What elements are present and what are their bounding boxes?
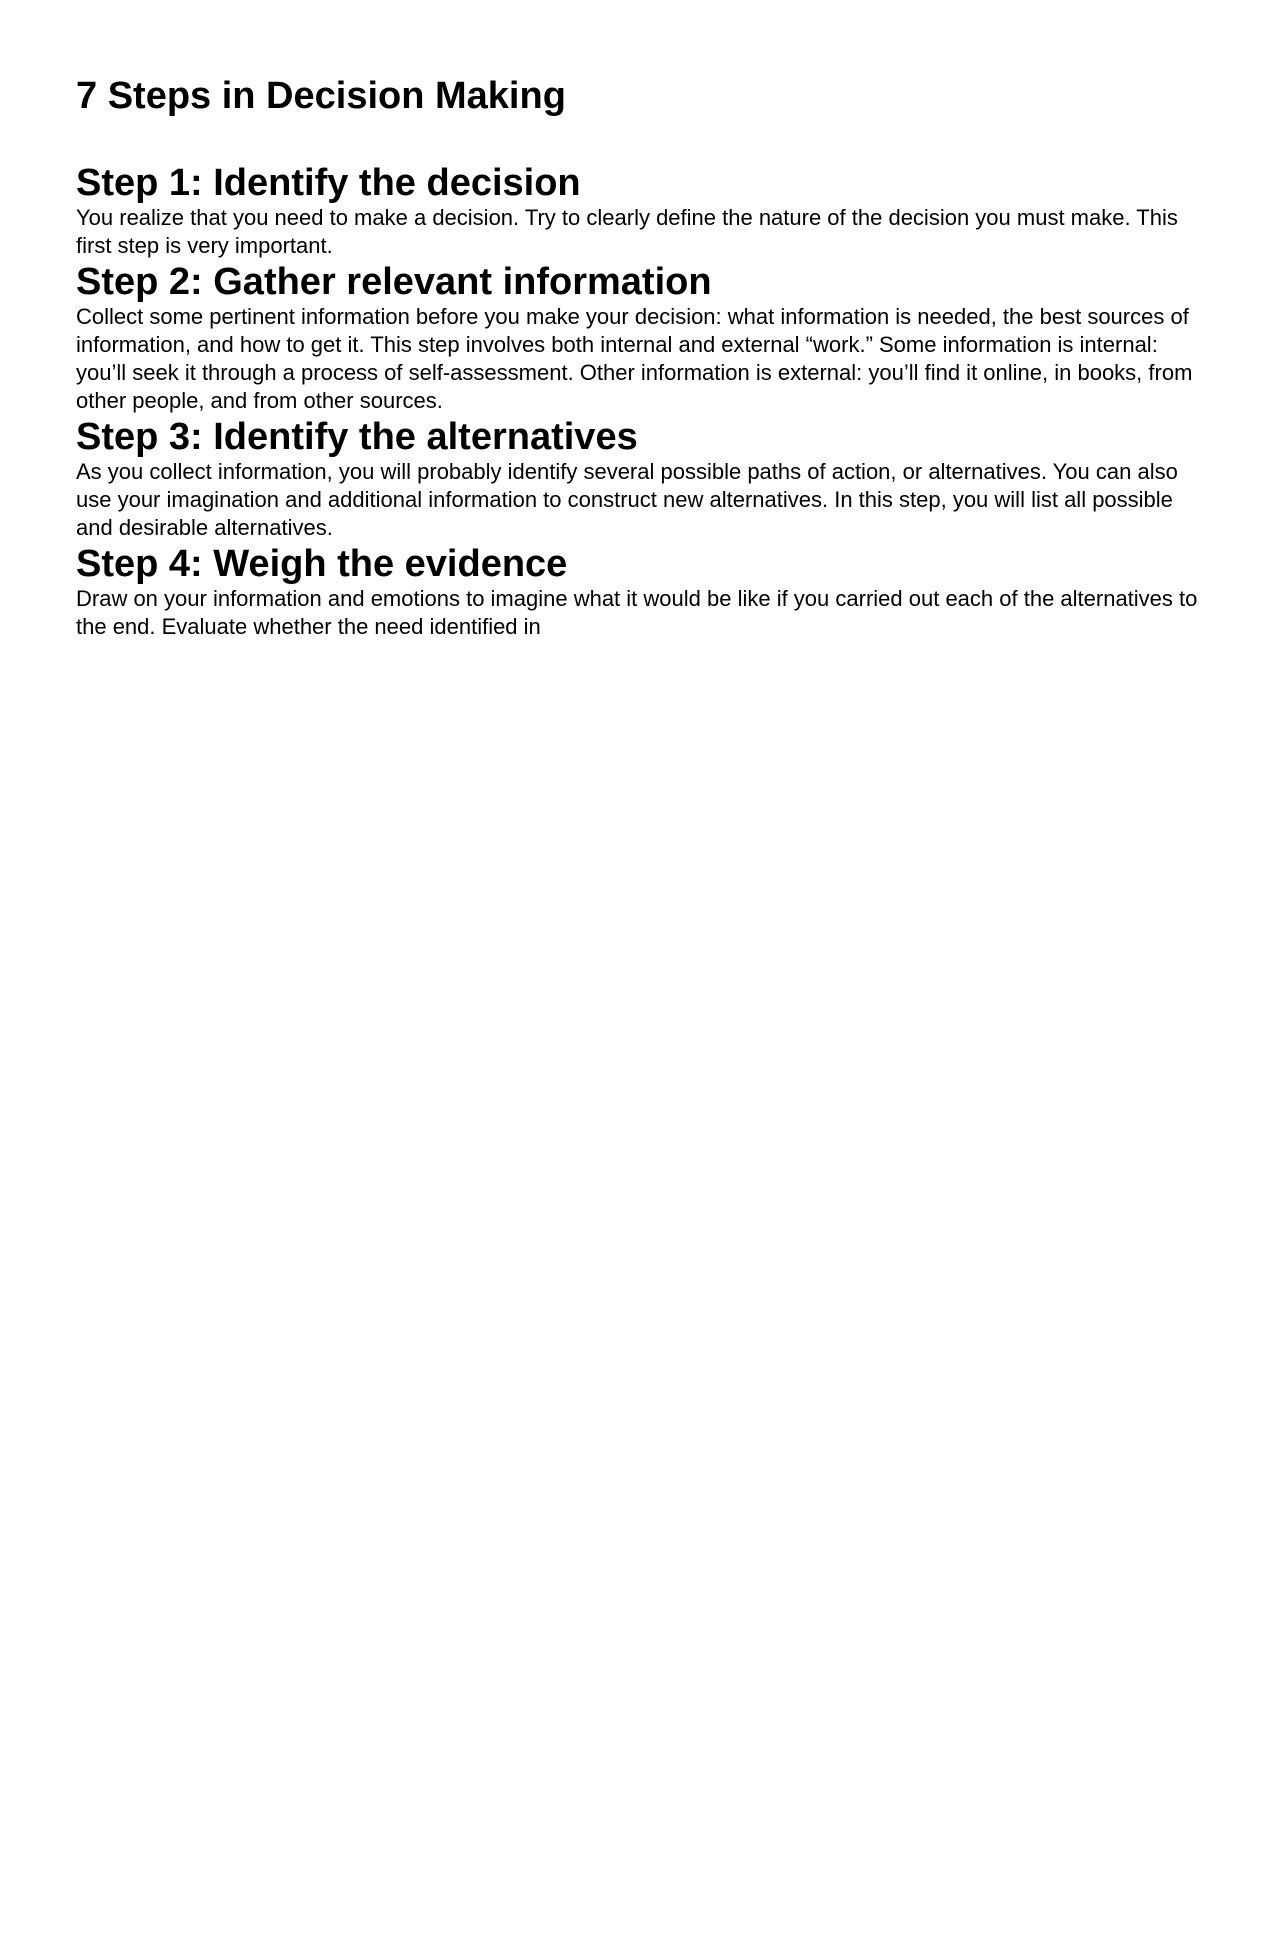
step-3-heading: Step 3: Identify the alternatives	[76, 416, 638, 458]
step-4-body: Draw on your information and emotions to imagine what it would be like if you carried out each of the alternatives to the end. Evaluate whether the need identified in	[76, 586, 1198, 639]
step-1-section	[76, 162, 1204, 260]
step-3-body: As you collect information, you will probably identify several possible paths of action, or alternatives. You can also use your imagination and additional information to construct new alternatives. In this step, you will list all possible and desirable alternatives.	[76, 459, 1178, 540]
step-2-section	[76, 261, 1204, 415]
step-1-heading: Step 1: Identify the decision	[76, 162, 581, 204]
step-2-body: Collect some pertinent information before you make your decision: what information is needed, the best sources of information, and how to get it. This step involves both internal and external “work.” Some information is internal: you’ll seek it through a process of self-assessment. Other information is external: you’ll find it online, in books, from other people, and from other sources.	[76, 304, 1193, 413]
step-3-section	[76, 416, 1204, 542]
step-1-body: You realize that you need to make a decision. Try to clearly define the nature of the decision you must make. This first step is very important.	[76, 205, 1178, 258]
document-title: 7 Steps in Decision Making	[76, 75, 566, 117]
step-4-heading: Step 4: Weigh the evidence	[76, 543, 568, 585]
step-2-heading: Step 2: Gather relevant information	[76, 261, 712, 303]
step-4-section	[76, 543, 1204, 641]
